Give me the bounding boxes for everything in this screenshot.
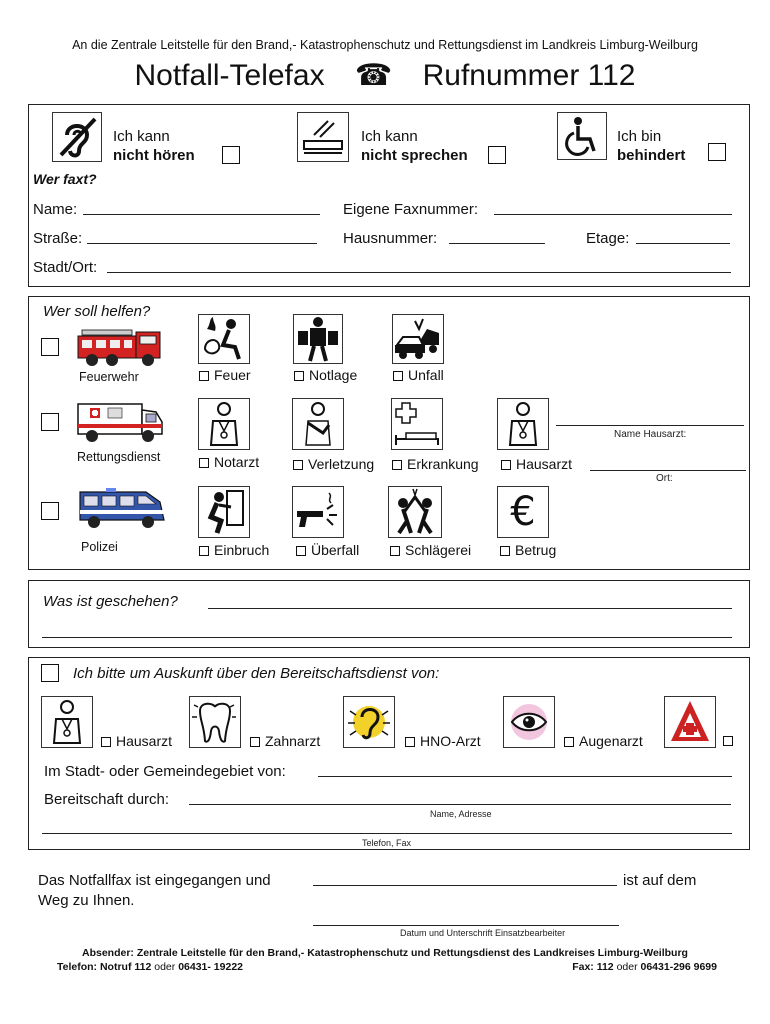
emergency-label: Notlage [309, 367, 358, 383]
wheelchair-icon [557, 112, 607, 160]
illness-bed-icon [391, 398, 443, 450]
ambulance-icon [76, 400, 166, 444]
footer-phone-or: oder [154, 961, 176, 973]
burglary-option[interactable] [199, 542, 269, 558]
rescue-service-checkbox[interactable] [41, 413, 59, 431]
street-field[interactable] [87, 230, 317, 244]
name-address-caption: Name, Adresse [430, 809, 492, 819]
footer-fax-number: 06431-296 9699 [640, 961, 717, 973]
emergency-doctor-option[interactable] [199, 454, 259, 470]
speak-line2: nicht sprechen [361, 147, 468, 164]
car-accident-icon [392, 314, 444, 364]
disabled-checkbox[interactable] [708, 143, 726, 161]
city-label: Stadt/Ort: [33, 259, 98, 276]
who-faxes-label: Wer faxt? [33, 171, 97, 187]
family-doctor-label: Hausarzt [516, 456, 573, 472]
what-happened-label: Was ist geschehen? [43, 593, 178, 610]
speak-line1: Ich kann [361, 128, 418, 145]
house-number-field[interactable] [449, 230, 545, 244]
ent-ear-icon [343, 696, 395, 748]
dentist-checkbox[interactable] [250, 737, 260, 747]
duty-by-label: Bereitschaft durch: [44, 791, 170, 808]
floor-label: Etage: [586, 230, 630, 247]
robbery-option[interactable] [296, 542, 359, 558]
dentist-tooth-icon [189, 696, 241, 748]
police-label: Polizei [81, 540, 118, 554]
police-checkbox[interactable] [41, 502, 59, 520]
duty-by-field[interactable] [189, 791, 731, 805]
confirmation-field[interactable] [313, 872, 617, 886]
burglary-label: Einbruch [214, 542, 270, 558]
ent-label: HNO-Arzt [420, 733, 481, 749]
duty-family-doctor-icon [41, 696, 93, 748]
brawl-label: Schlägerei [405, 542, 472, 558]
injury-checkbox[interactable] [293, 460, 303, 470]
cannot-speak-checkbox[interactable] [488, 146, 506, 164]
fax-number-label: Eigene Faxnummer: [343, 201, 479, 218]
illness-label: Erkrankung [407, 456, 479, 472]
floor-field[interactable] [636, 230, 730, 244]
speech-impaired-icon [297, 112, 349, 162]
ophthalmologist-option[interactable] [564, 733, 643, 749]
family-doctor-name-label: Name Hausarzt: [614, 429, 687, 440]
phone-fax-caption: Telefon, Fax [362, 838, 412, 848]
pharmacy-checkbox[interactable] [723, 736, 733, 746]
duty-info-checkbox[interactable] [41, 664, 59, 682]
robbery-gun-icon [292, 486, 344, 538]
title-left: Notfall-Telefax [134, 59, 325, 92]
signature-field[interactable] [313, 912, 619, 926]
fraud-checkbox[interactable] [500, 546, 510, 556]
emergency-situation-icon [293, 314, 343, 364]
area-field[interactable] [318, 763, 732, 777]
footer-fax [572, 961, 717, 973]
header-top-line: An die Zentrale Leitstelle für den Brand,- Katastrophenschutz und Rettungsdienst im Landkreis Limburg-Weilburg [72, 38, 698, 52]
illness-checkbox[interactable] [392, 460, 402, 470]
ent-checkbox[interactable] [405, 737, 415, 747]
emergency-checkbox[interactable] [294, 371, 304, 381]
injury-option[interactable] [293, 456, 374, 472]
fire-brigade-checkbox[interactable] [41, 338, 59, 356]
confirmation-text-2: ist auf dem [623, 872, 697, 889]
brawl-option[interactable] [390, 542, 471, 558]
brawl-icon [388, 486, 442, 538]
injury-icon [292, 398, 344, 450]
accident-checkbox[interactable] [393, 371, 403, 381]
ent-option[interactable] [405, 733, 481, 749]
what-happened-field-2[interactable] [42, 624, 732, 638]
ophthalmologist-label: Augenarzt [579, 733, 643, 749]
phone-icon: ☎ [354, 58, 393, 93]
hearing-impaired-icon [52, 112, 102, 162]
confirmation-text-3: Weg zu Ihnen. [38, 892, 135, 909]
family-doctor-city-field[interactable] [590, 457, 746, 471]
page-title [0, 58, 770, 93]
footer-fax-label: Fax: 112 [572, 961, 614, 973]
footer-phone-number: 06431- 19222 [178, 961, 243, 973]
dentist-label: Zahnarzt [265, 733, 321, 749]
emergency-option[interactable] [294, 367, 357, 383]
help-title: Wer soll helfen? [43, 303, 151, 320]
fire-option[interactable] [199, 367, 251, 383]
signature-caption: Datum und Unterschrift Einsatzbearbeiter [400, 928, 566, 938]
what-happened-field-1[interactable] [208, 595, 732, 609]
fraud-option[interactable] [500, 542, 556, 558]
hear-line1: Ich kann [113, 128, 170, 145]
fire-checkbox[interactable] [199, 371, 209, 381]
fire-label: Feuer [214, 367, 251, 383]
footer-sender: Absender: Zentrale Leitstelle für den Brand,- Katastrophenschutz und Rettungsdienst des Landkreises Limburg-Weilburg [82, 947, 688, 959]
fire-brigade-label: Feuerwehr [79, 370, 139, 384]
ophthalmologist-checkbox[interactable] [564, 737, 574, 747]
police-van-icon [76, 486, 168, 532]
family-doctor-option[interactable] [501, 456, 572, 472]
fax-number-field[interactable] [494, 201, 732, 215]
dentist-option[interactable] [250, 733, 320, 749]
family-doctor-icon [497, 398, 549, 450]
hear-line2: nicht hören [113, 147, 195, 164]
ophthalmologist-eye-icon [503, 696, 555, 748]
robbery-label: Überfall [311, 542, 360, 558]
rescue-service-label: Rettungsdienst [77, 450, 161, 464]
injury-label: Verletzung [308, 456, 375, 472]
area-label: Im Stadt- oder Gemeindegebiet von: [44, 763, 286, 780]
fraud-label: Betrug [515, 542, 557, 558]
disabled-line2: behindert [617, 147, 686, 164]
phone-fax-field[interactable] [42, 820, 732, 834]
family-doctor-name-field[interactable] [556, 412, 744, 426]
burglary-checkbox[interactable] [199, 546, 209, 556]
pharmacy-icon [664, 696, 716, 748]
emergency-doctor-icon [198, 398, 250, 450]
confirmation-text-1: Das Notfallfax ist eingegangen und [38, 872, 271, 889]
name-field[interactable] [83, 201, 320, 215]
duty-family-doctor-checkbox[interactable] [101, 737, 111, 747]
street-label: Straße: [33, 230, 83, 247]
disabled-line1: Ich bin [617, 128, 662, 145]
robbery-checkbox[interactable] [296, 546, 306, 556]
accident-option[interactable] [393, 367, 444, 383]
name-label: Name: [33, 201, 78, 218]
family-doctor-city-label: Ort: [656, 473, 673, 484]
emergency-doctor-label: Notarzt [214, 454, 260, 470]
duty-family-doctor-option[interactable] [101, 733, 172, 749]
emergency-doctor-checkbox[interactable] [199, 458, 209, 468]
fire-truck-icon [76, 326, 164, 368]
city-field[interactable] [107, 259, 731, 273]
brawl-checkbox[interactable] [390, 546, 400, 556]
house-number-label: Hausnummer: [343, 230, 438, 247]
duty-info-title: Ich bitte um Auskunft über den Bereitschaftsdienst von: [73, 665, 440, 682]
family-doctor-checkbox[interactable] [501, 460, 511, 470]
fraud-euro-icon: € [497, 486, 549, 538]
illness-option[interactable] [392, 456, 479, 472]
accident-label: Unfall [408, 367, 444, 383]
footer-phone-label: Telefon: Notruf 112 [57, 961, 152, 973]
title-right: Rufnummer 112 [422, 59, 636, 92]
fire-icon [198, 314, 250, 364]
cannot-hear-checkbox[interactable] [222, 146, 240, 164]
duty-family-doctor-label: Hausarzt [116, 733, 173, 749]
burglary-icon [198, 486, 250, 538]
footer-phone [57, 961, 243, 973]
footer-fax-or: oder [616, 961, 638, 973]
